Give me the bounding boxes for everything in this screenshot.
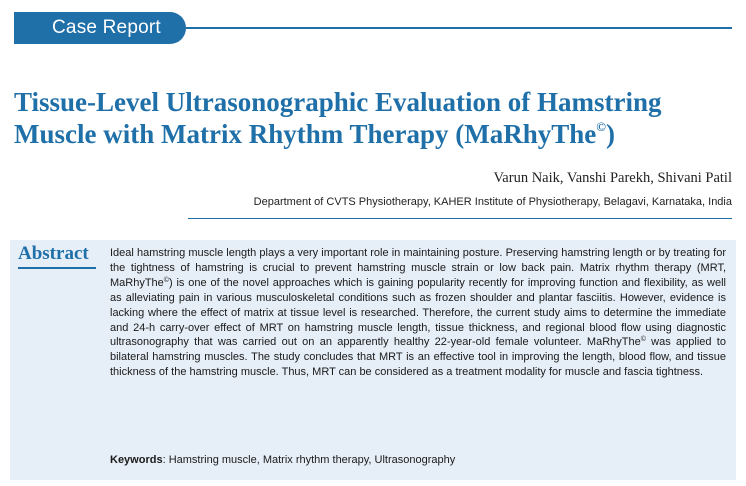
keywords-list: Hamstring muscle, Matrix rhythm therapy, Ultrasonography xyxy=(168,454,456,466)
header-rule xyxy=(186,27,732,29)
section-badge xyxy=(14,12,186,44)
abstract-body xyxy=(110,246,726,380)
abstract-text-part-1: Ideal hamstring muscle length plays a very important role in maintaining posture. Preserving hamstring length or by treating for the tightness of hamstring is crucial to prevent hamstring muscle strain or low back pain. Matrix rhythm therapy (MRT, MaRhyThe xyxy=(110,247,726,289)
keywords-separator: : xyxy=(162,454,169,466)
copyright-mark: © xyxy=(163,276,169,284)
keywords-label: Keywords xyxy=(110,454,163,466)
abstract-heading: Abstract xyxy=(18,243,89,264)
abstract-heading-underline xyxy=(18,267,96,269)
affiliation: Department of CVTS Physiotherapy, KAHER Institute of Physiotherapy, Belagavi, Karnataka, India xyxy=(253,196,732,208)
copyright-mark: © xyxy=(640,336,646,344)
title-line-1: Tissue-Level Ultrasonographic Evaluation of Hamstring xyxy=(14,87,662,117)
keywords-line xyxy=(110,454,455,466)
abstract-text-part-3: was applied to bilateral hamstring muscles. The study concludes that MRT is an effective tool in improving the length, blood flow, and tissue thickness of the hamstring muscle. Thus, MRT can be considered as a treatment modality for muscle and fascia tightness. xyxy=(110,336,726,379)
title-close-paren: ) xyxy=(605,119,615,149)
copyright-mark: © xyxy=(596,119,606,134)
abstract-text-part-2: ) is one of the novel approaches which is gaining popularity recently for improving function and flexibility, as well as alleviating pain in various musculoskeletal conditions such as frozen shoulder and plantar fasciitis. However, evidence is lacking where the effect of matrix at tissue level is researched. Therefore, the current study aims to determine the immediate and 24-h carry-over effect of MRT on hamstring muscle length, tissue thickness, and regional blood flow using diagnostic ultrasonography that was carried out on an apparently healthy 22-year-old female volunteer. MaRhyThe xyxy=(110,276,726,349)
affiliation-rule xyxy=(188,218,732,219)
title-line-2: Muscle with Matrix Rhythm Therapy (MaRhyThe xyxy=(14,119,597,149)
section-label: Case Report xyxy=(52,17,161,38)
article-title xyxy=(14,86,734,150)
author-list: Varun Naik, Vanshi Parekh, Shivani Patil xyxy=(493,170,732,186)
